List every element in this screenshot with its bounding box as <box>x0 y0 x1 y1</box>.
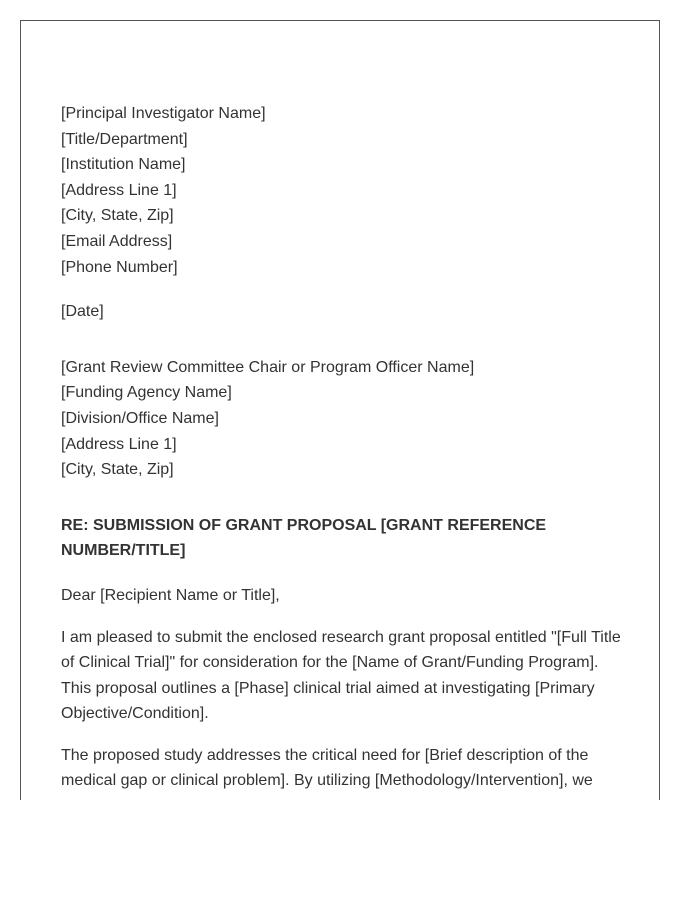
document-page <box>20 20 660 800</box>
recipient-city-state-zip: [City, State, Zip] <box>61 461 174 479</box>
subject-line-1: RE: SUBMISSION OF GRANT PROPOSAL [GRANT REFERENCE <box>61 516 547 534</box>
paragraph-1-line-2: of Clinical Trial]" for consideration for the [Name of Grant/Funding Program]. <box>61 654 599 672</box>
recipient-address-block <box>61 355 631 483</box>
sender-name: [Principal Investigator Name] <box>61 105 266 122</box>
sender-phone: [Phone Number] <box>61 258 178 276</box>
sender-email: [Email Address] <box>61 232 173 250</box>
recipient-division: [Division/Office Name] <box>61 409 219 427</box>
recipient-name: [Grant Review Committee Chair or Program Officer Name] <box>61 358 475 376</box>
recipient-address-line: [Address Line 1] <box>61 435 177 453</box>
letter-body <box>61 101 631 794</box>
paragraph-2-line-2: medical gap or clinical problem]. By utilizing [Methodology/Intervention], we <box>61 772 593 790</box>
date-block <box>61 299 631 325</box>
sender-address-line: [Address Line 1] <box>61 181 177 199</box>
sender-city-state-zip: [City, State, Zip] <box>61 207 174 225</box>
subject-line <box>61 513 631 564</box>
paragraph-2-line-1: The proposed study addresses the critical need for [Brief description of the <box>61 746 589 764</box>
subject-line-2: NUMBER/TITLE] <box>61 542 186 560</box>
salutation <box>61 583 631 609</box>
paragraph-1-line-1: I am pleased to submit the enclosed research grant proposal entitled "[Full Title <box>61 628 621 646</box>
paragraph-1 <box>61 625 631 727</box>
paragraph-1-line-4: Objective/Condition]. <box>61 705 209 723</box>
letter-date: [Date] <box>61 303 104 321</box>
paragraph-2 <box>61 743 631 794</box>
sender-address-block <box>61 101 631 280</box>
paragraph-1-line-3: This proposal outlines a [Phase] clinical trial aimed at investigating [Primary <box>61 679 595 697</box>
sender-title: [Title/Department] <box>61 130 188 148</box>
salutation-text: Dear [Recipient Name or Title], <box>61 586 280 604</box>
sender-institution: [Institution Name] <box>61 156 186 174</box>
recipient-agency: [Funding Agency Name] <box>61 384 232 402</box>
